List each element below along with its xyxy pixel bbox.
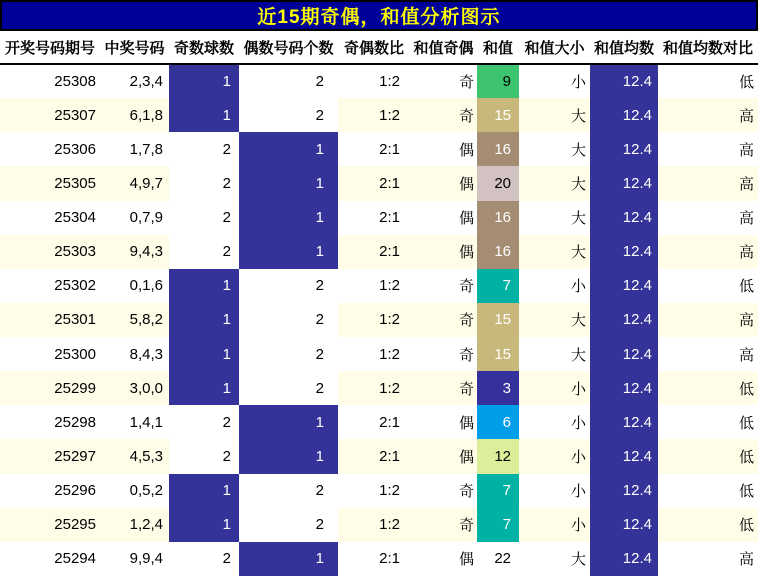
cell-odd-count: 1 — [169, 508, 239, 542]
table-row — [0, 201, 758, 235]
cell-sum-mean: 12.4 — [590, 405, 658, 439]
cell-odd-count: 2 — [169, 166, 239, 200]
cell-sum-parity: 奇 — [458, 278, 474, 296]
cell-even-count: 1 — [239, 235, 338, 269]
cell-numbers: 4,5,3 — [129, 447, 163, 465]
cell-mean-compare: 低 — [738, 517, 754, 535]
col-header-4: 奇偶数比 — [338, 31, 410, 64]
cell-even-count: 2 — [239, 303, 338, 337]
cell-sum-size: 大 — [570, 346, 586, 364]
cell-mean-compare: 高 — [738, 107, 754, 125]
cell-sum-parity: 奇 — [458, 107, 474, 125]
cell-ratio: 1:2 — [379, 482, 400, 500]
cell-period: 25296 — [54, 482, 96, 500]
cell-sum: 7 — [477, 269, 519, 303]
cell-sum-parity: 偶 — [458, 414, 474, 432]
cell-mean-compare: 高 — [738, 244, 754, 262]
table-body — [0, 64, 758, 576]
cell-period: 25307 — [54, 106, 96, 124]
cell-even-count: 1 — [239, 542, 338, 576]
cell-sum: 12 — [477, 439, 519, 473]
cell-ratio: 2:1 — [379, 174, 400, 192]
cell-even-count: 2 — [239, 337, 338, 371]
cell-numbers: 5,8,2 — [129, 311, 163, 329]
cell-sum-mean: 12.4 — [590, 235, 658, 269]
cell-even-count: 1 — [239, 405, 338, 439]
cell-sum-parity: 偶 — [458, 551, 474, 569]
cell-period: 25308 — [54, 73, 96, 91]
cell-numbers: 1,2,4 — [129, 516, 163, 534]
analysis-table — [0, 31, 758, 576]
cell-numbers: 1,4,1 — [129, 413, 163, 431]
page-title: 近15期奇偶，和值分析图示 — [257, 7, 501, 28]
header-row — [0, 31, 758, 64]
cell-ratio: 2:1 — [379, 447, 400, 465]
cell-numbers: 2,3,4 — [129, 73, 163, 91]
cell-sum-size: 小 — [570, 414, 586, 432]
cell-sum-parity: 奇 — [458, 312, 474, 330]
table-row — [0, 508, 758, 542]
cell-odd-count: 1 — [169, 337, 239, 371]
cell-ratio: 2:1 — [379, 243, 400, 261]
table-row — [0, 98, 758, 132]
cell-sum: 9 — [477, 64, 519, 98]
cell-period: 25306 — [54, 140, 96, 158]
cell-mean-compare: 高 — [738, 551, 754, 569]
col-header-8: 和值均数 — [590, 31, 658, 64]
cell-odd-count: 1 — [169, 98, 239, 132]
cell-sum-parity: 奇 — [458, 74, 474, 92]
cell-numbers: 0,1,6 — [129, 277, 163, 295]
table-row — [0, 542, 758, 576]
cell-sum-size: 小 — [570, 517, 586, 535]
cell-sum-mean: 12.4 — [590, 508, 658, 542]
cell-ratio: 1:2 — [379, 516, 400, 534]
cell-sum-mean: 12.4 — [590, 166, 658, 200]
cell-period: 25295 — [54, 516, 96, 534]
cell-sum-size: 小 — [570, 448, 586, 466]
cell-numbers: 1,7,8 — [129, 140, 163, 158]
cell-mean-compare: 高 — [738, 175, 754, 193]
cell-mean-compare: 高 — [738, 141, 754, 159]
cell-sum-parity: 偶 — [458, 244, 474, 262]
cell-sum: 7 — [477, 474, 519, 508]
cell-mean-compare: 低 — [738, 380, 754, 398]
cell-numbers: 8,4,3 — [129, 345, 163, 363]
cell-sum-mean: 12.4 — [590, 64, 658, 98]
table-row — [0, 474, 758, 508]
cell-sum-mean: 12.4 — [590, 371, 658, 405]
cell-sum-mean: 12.4 — [590, 132, 658, 166]
cell-ratio: 2:1 — [379, 550, 400, 568]
cell-sum: 15 — [477, 337, 519, 371]
cell-mean-compare: 低 — [738, 414, 754, 432]
cell-sum-size: 大 — [570, 141, 586, 159]
cell-period: 25298 — [54, 413, 96, 431]
cell-mean-compare: 低 — [738, 483, 754, 501]
cell-mean-compare: 高 — [738, 346, 754, 364]
cell-odd-count: 2 — [169, 439, 239, 473]
cell-odd-count: 2 — [169, 542, 239, 576]
cell-sum-mean: 12.4 — [590, 269, 658, 303]
cell-sum-size: 大 — [570, 312, 586, 330]
cell-period: 25305 — [54, 174, 96, 192]
cell-sum-mean: 12.4 — [590, 337, 658, 371]
cell-mean-compare: 低 — [738, 448, 754, 466]
cell-ratio: 1:2 — [379, 345, 400, 363]
cell-sum-size: 小 — [570, 483, 586, 501]
cell-mean-compare: 高 — [738, 312, 754, 330]
cell-odd-count: 2 — [169, 201, 239, 235]
cell-sum: 6 — [477, 405, 519, 439]
cell-numbers: 9,4,3 — [129, 243, 163, 261]
col-header-5: 和值奇偶 — [410, 31, 477, 64]
cell-odd-count: 2 — [169, 405, 239, 439]
cell-period: 25297 — [54, 447, 96, 465]
title-bar — [0, 0, 758, 31]
cell-sum-parity: 奇 — [458, 380, 474, 398]
col-header-2: 奇数球数 — [169, 31, 239, 64]
table-row — [0, 166, 758, 200]
cell-odd-count: 1 — [169, 269, 239, 303]
cell-even-count: 2 — [239, 508, 338, 542]
cell-sum-mean: 12.4 — [590, 542, 658, 576]
cell-sum-size: 大 — [570, 551, 586, 569]
cell-sum-size: 大 — [570, 244, 586, 262]
cell-sum: 20 — [477, 166, 519, 200]
cell-sum-size: 大 — [570, 107, 586, 125]
cell-mean-compare: 高 — [738, 210, 754, 228]
cell-even-count: 2 — [239, 269, 338, 303]
cell-numbers: 0,5,2 — [129, 482, 163, 500]
table-row — [0, 269, 758, 303]
cell-ratio: 2:1 — [379, 140, 400, 158]
table-row — [0, 235, 758, 269]
cell-mean-compare: 低 — [738, 278, 754, 296]
cell-ratio: 1:2 — [379, 311, 400, 329]
cell-sum-parity: 奇 — [458, 483, 474, 501]
cell-even-count: 1 — [239, 201, 338, 235]
cell-odd-count: 2 — [169, 132, 239, 166]
col-header-7: 和值大小 — [519, 31, 590, 64]
cell-sum: 15 — [477, 98, 519, 132]
cell-sum-mean: 12.4 — [590, 303, 658, 337]
cell-odd-count: 1 — [169, 474, 239, 508]
cell-even-count: 2 — [239, 474, 338, 508]
cell-even-count: 2 — [239, 371, 338, 405]
cell-numbers: 4,9,7 — [129, 174, 163, 192]
cell-odd-count: 1 — [169, 303, 239, 337]
cell-even-count: 1 — [239, 166, 338, 200]
col-header-6: 和值 — [477, 31, 519, 64]
cell-sum: 7 — [477, 508, 519, 542]
cell-ratio: 1:2 — [379, 73, 400, 91]
cell-sum-size: 小 — [570, 278, 586, 296]
cell-sum-parity: 偶 — [458, 210, 474, 228]
cell-ratio: 2:1 — [379, 209, 400, 227]
cell-period: 25300 — [54, 345, 96, 363]
cell-sum-parity: 偶 — [458, 175, 474, 193]
col-header-1: 中奖号码 — [100, 31, 169, 64]
cell-odd-count: 2 — [169, 235, 239, 269]
cell-sum-size: 小 — [570, 380, 586, 398]
table-row — [0, 303, 758, 337]
cell-period: 25299 — [54, 379, 96, 397]
cell-sum-size: 小 — [570, 74, 586, 92]
cell-ratio: 2:1 — [379, 413, 400, 431]
cell-sum: 22 — [494, 550, 511, 568]
cell-ratio: 1:2 — [379, 379, 400, 397]
cell-even-count: 1 — [239, 132, 338, 166]
cell-sum-mean: 12.4 — [590, 98, 658, 132]
cell-ratio: 1:2 — [379, 106, 400, 124]
cell-period: 25303 — [54, 243, 96, 261]
cell-sum-mean: 12.4 — [590, 201, 658, 235]
cell-numbers: 3,0,0 — [129, 379, 163, 397]
table-row — [0, 371, 758, 405]
table-row — [0, 64, 758, 98]
cell-mean-compare: 低 — [738, 74, 754, 92]
table-row — [0, 132, 758, 166]
col-header-9: 和值均数对比 — [658, 31, 758, 64]
cell-sum-parity: 偶 — [458, 448, 474, 466]
cell-sum-parity: 偶 — [458, 141, 474, 159]
col-header-3: 偶数号码个数 — [239, 31, 338, 64]
cell-sum-mean: 12.4 — [590, 439, 658, 473]
cell-numbers: 0,7,9 — [129, 209, 163, 227]
cell-even-count: 1 — [239, 439, 338, 473]
cell-period: 25301 — [54, 311, 96, 329]
cell-sum: 15 — [477, 303, 519, 337]
cell-period: 25294 — [54, 550, 96, 568]
table-row — [0, 337, 758, 371]
cell-even-count: 2 — [239, 64, 338, 98]
cell-ratio: 1:2 — [379, 277, 400, 295]
cell-sum: 16 — [477, 235, 519, 269]
cell-sum: 3 — [477, 371, 519, 405]
cell-period: 25302 — [54, 277, 96, 295]
cell-sum: 16 — [477, 201, 519, 235]
cell-sum: 16 — [477, 132, 519, 166]
table-row — [0, 405, 758, 439]
cell-sum-parity: 奇 — [458, 517, 474, 535]
cell-numbers: 6,1,8 — [129, 106, 163, 124]
cell-period: 25304 — [54, 209, 96, 227]
cell-numbers: 9,9,4 — [129, 550, 163, 568]
table-row — [0, 439, 758, 473]
col-header-0: 开奖号码期号 — [0, 31, 100, 64]
cell-even-count: 2 — [239, 98, 338, 132]
cell-sum-size: 大 — [570, 210, 586, 228]
cell-sum-size: 大 — [570, 175, 586, 193]
cell-odd-count: 1 — [169, 64, 239, 98]
cell-sum-parity: 奇 — [458, 346, 474, 364]
cell-odd-count: 1 — [169, 371, 239, 405]
cell-sum-mean: 12.4 — [590, 474, 658, 508]
